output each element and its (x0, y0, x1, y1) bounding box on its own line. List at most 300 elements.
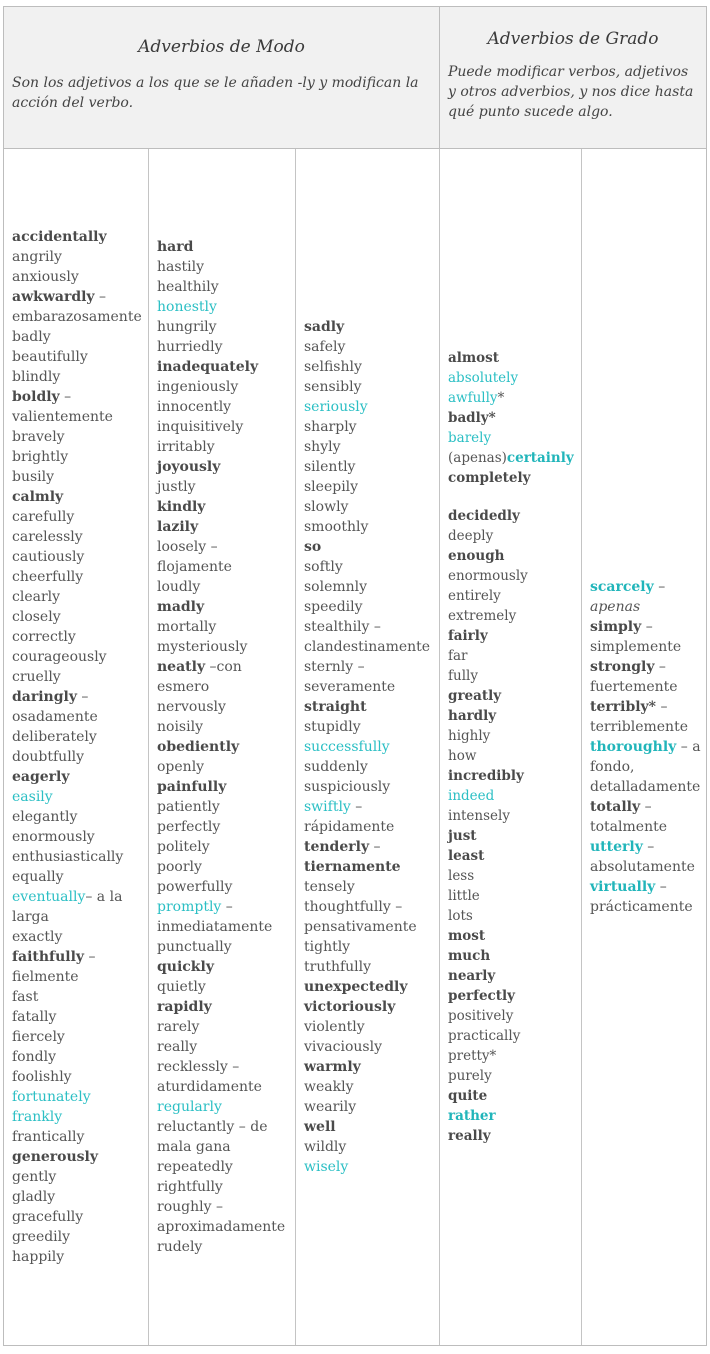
adverb-entry (12, 527, 148, 547)
adverb-link[interactable]: successfully (304, 739, 390, 755)
adverb-entry (12, 1227, 148, 1247)
adverb-word: closely (12, 609, 61, 625)
adverb-entry (448, 1006, 581, 1026)
adverb-entry (157, 917, 295, 937)
adverb-entry (304, 1097, 439, 1117)
adverb-word: joyously (157, 459, 221, 475)
adverb-link[interactable]: thoroughly (590, 739, 677, 755)
adverb-entry (304, 837, 439, 857)
adverb-word: greedily (12, 1229, 71, 1245)
adverb-link[interactable]: regularly (157, 1099, 222, 1115)
adverb-entry (12, 247, 148, 267)
adverb-word: violently (304, 1019, 365, 1035)
adverb-entry (12, 1067, 148, 1087)
adverb-entry (12, 627, 148, 647)
adverb-entry (12, 1247, 148, 1267)
adverb-word: greatly (448, 688, 502, 704)
adverb-link[interactable]: rather (448, 1108, 496, 1124)
adverb-entry (304, 597, 439, 617)
adverb-entry (157, 477, 295, 497)
adverb-entry (12, 307, 148, 327)
adverb-word: fiercely (12, 1029, 65, 1045)
adverb-entry (12, 967, 148, 987)
adverb-entry (590, 717, 706, 737)
adverb-entry (448, 388, 581, 408)
adverb-entry (157, 357, 295, 377)
adverb-entry (157, 297, 295, 317)
adverb-entry (304, 557, 439, 577)
adverb-link[interactable]: virtually (590, 879, 656, 895)
adverb-link[interactable]: eventually (12, 889, 86, 905)
adverb-link[interactable]: indeed (448, 788, 495, 804)
adverb-word: unexpectedly (304, 979, 408, 995)
adverb-entry (448, 846, 581, 866)
adverb-entry (157, 1037, 295, 1057)
adverb-word: purely (448, 1068, 492, 1084)
adverb-word: recklessly (157, 1059, 228, 1075)
adverb-entry (12, 507, 148, 527)
adverb-entry (157, 817, 295, 837)
adverb-word: totalmente (590, 819, 667, 835)
adverb-entry (304, 377, 439, 397)
adverb-word: much (448, 948, 491, 964)
adverb-entry (590, 857, 706, 877)
adverb-word: flojamente (157, 559, 232, 575)
adverb-word: politely (157, 839, 210, 855)
adverb-word: sternly (304, 659, 354, 675)
adverb-entry (304, 617, 439, 637)
adverb-entry (157, 317, 295, 337)
adverb-word: eagerly (12, 769, 70, 785)
adverb-word: simply (590, 619, 642, 635)
adverb-entry (12, 1047, 148, 1067)
adverb-entry (157, 1097, 295, 1117)
adverb-link[interactable]: seriously (304, 399, 368, 415)
adverb-entry (304, 657, 439, 677)
adverb-entry (304, 317, 439, 337)
adverb-word: well (304, 1119, 336, 1135)
adverb-entry (12, 387, 148, 407)
adverb-entry (590, 657, 706, 677)
adverb-word: elegantly (12, 809, 78, 825)
adverb-entry (157, 637, 295, 657)
adverb-entry (448, 986, 581, 1006)
adverb-entry (12, 267, 148, 287)
adverb-entry (304, 677, 439, 697)
adverb-entry (448, 526, 581, 546)
adverb-entry (304, 1077, 439, 1097)
adverb-entry (12, 567, 148, 587)
adverb-entry (157, 397, 295, 417)
adverb-word: hardly (448, 708, 497, 724)
adverb-word: deliberately (12, 729, 97, 745)
adverb-entry (590, 837, 706, 857)
adverb-word: rarely (157, 1019, 200, 1035)
adverb-entry (590, 737, 706, 757)
adverb-word: wearily (304, 1099, 357, 1115)
adverb-entry (448, 826, 581, 846)
adverb-entry (304, 717, 439, 737)
adverb-entry (157, 1197, 295, 1217)
adverb-entry (157, 497, 295, 517)
adverb-entry (448, 1046, 581, 1066)
adverb-entry (157, 1217, 295, 1237)
adverb-entry (304, 1057, 439, 1077)
adverb-entry (12, 987, 148, 1007)
adverb-word: hungrily (157, 319, 217, 335)
adverb-translation: – (655, 879, 667, 895)
adverb-entry (304, 797, 439, 817)
adverb-entry (304, 577, 439, 597)
adverb-entry (448, 348, 581, 368)
adverb-link[interactable]: awfully (448, 390, 498, 406)
adverb-entry (304, 1157, 439, 1177)
adverb-word: irritably (157, 439, 215, 455)
adverb-link[interactable]: frankly (12, 1109, 63, 1125)
adverb-entry (12, 607, 148, 627)
adverb-entry (304, 337, 439, 357)
adverb-entry (590, 877, 706, 897)
adverb-entry (12, 287, 148, 307)
adverb-entry (157, 337, 295, 357)
adverb-word: correctly (12, 629, 76, 645)
adverb-entry (304, 397, 439, 417)
adverb-word: reluctantly (157, 1119, 235, 1135)
adverb-entry (304, 937, 439, 957)
adverb-word: really (448, 1128, 491, 1144)
adverb-word: tenderly (304, 839, 370, 855)
adverb-word: absolutamente (590, 859, 695, 875)
adverb-entry (12, 867, 148, 887)
adverb-word: extremely (448, 608, 517, 624)
adverb-entry (12, 887, 148, 907)
adverb-link[interactable]: easily (12, 789, 53, 805)
adverb-link[interactable]: scarcely (590, 579, 654, 595)
adverb-word: fairly (448, 628, 488, 644)
adverb-entry (590, 637, 706, 657)
adverb-entry (590, 697, 706, 717)
adverb-link[interactable]: wisely (304, 1159, 349, 1175)
adverb-translation: – (84, 949, 96, 965)
adverb-word: solemnly (304, 579, 368, 595)
grado-column-1 (440, 149, 582, 1345)
adverb-entry (304, 1017, 439, 1037)
adverb-word: smoothly (304, 519, 369, 535)
adverb-entry (12, 1167, 148, 1187)
adverb-translation: – (390, 899, 403, 915)
adverb-translation: – (211, 1199, 223, 1215)
adverb-entry (448, 586, 581, 606)
adverb-entry (157, 1117, 295, 1137)
adverb-word: aturdidamente (157, 1079, 262, 1095)
adverb-entry (304, 357, 439, 377)
adverb-entry (12, 1107, 148, 1127)
adverb-entry (12, 1187, 148, 1207)
adverb-word: softly (304, 559, 343, 575)
adverb-entry (157, 437, 295, 457)
adverb-link[interactable]: swiftly (304, 799, 351, 815)
adverb-entry (157, 257, 295, 277)
adverb-word: badly* (448, 410, 496, 426)
adverb-word: most (448, 928, 486, 944)
adverb-word: suspiciously (304, 779, 391, 795)
adverb-word: shyly (304, 439, 341, 455)
adverb-entry (12, 1207, 148, 1227)
adverb-word: mortally (157, 619, 217, 635)
adverb-entry (304, 697, 439, 717)
adverb-entry (157, 737, 295, 757)
adverb-entry (448, 926, 581, 946)
adverb-word: fielmente (12, 969, 79, 985)
adverb-word: cruelly (12, 669, 61, 685)
adverb-word: decidedly (448, 508, 520, 524)
adverb-entry (448, 726, 581, 746)
adverb-translation: – (59, 389, 72, 405)
adverb-word: slowly (304, 499, 349, 515)
adverb-entry (304, 537, 439, 557)
adverb-word: bravely (12, 429, 65, 445)
adverb-word: generously (12, 1149, 99, 1165)
adverb-word: lazily (157, 519, 199, 535)
adverb-word: little (448, 888, 480, 904)
adverb-word: cheerfully (12, 569, 84, 585)
adverb-link[interactable]: promptly (157, 899, 222, 915)
adverb-word: weakly (304, 1079, 354, 1095)
adverb-word: courageously (12, 649, 107, 665)
adverb-entry (448, 1086, 581, 1106)
adverb-word: sleepily (304, 479, 359, 495)
adverb-entry (157, 277, 295, 297)
adverb-word: fondly (12, 1049, 56, 1065)
adverb-word: sadly (304, 319, 345, 335)
adverb-word: hard (157, 239, 194, 255)
adverb-entry (157, 717, 295, 737)
adverb-word: angrily (12, 249, 62, 265)
adverb-link[interactable]: utterly (590, 839, 643, 855)
adverb-entry (157, 897, 295, 917)
adverb-entry (12, 767, 148, 787)
adverb-entry (157, 1177, 295, 1197)
adverb-entry (448, 1026, 581, 1046)
adverb-word: accidentally (12, 229, 107, 245)
adverb-entry (157, 1157, 295, 1177)
modo-column-3 (296, 149, 440, 1345)
adverb-word: completely (448, 470, 531, 486)
adverb-word: suddenly (304, 759, 368, 775)
adverb-word: ingeniously (157, 379, 239, 395)
adverb-word: perfectly (448, 988, 515, 1004)
adverb-entry (157, 1137, 295, 1157)
adverb-word: obediently (157, 739, 240, 755)
adverb-word: enormously (448, 568, 528, 584)
adverb-word: quite (448, 1088, 488, 1104)
adverb-word: cautiously (12, 549, 85, 565)
adverb-word: valientemente (12, 409, 113, 425)
adverb-word: foolishly (12, 1069, 72, 1085)
adverb-word: tightly (304, 939, 351, 955)
adverb-entry (448, 686, 581, 706)
adverb-entry (157, 997, 295, 1017)
adverb-entry (448, 606, 581, 626)
adverb-translation: – (656, 699, 668, 715)
adverb-entry (12, 487, 148, 507)
adverb-word: carelessly (12, 529, 83, 545)
adverb-entry (157, 517, 295, 537)
adverb-entry (448, 1126, 581, 1146)
adverb-word: openly (157, 759, 205, 775)
adverb-word: far (448, 648, 468, 664)
adverb-word: fully (448, 668, 478, 684)
adverb-entry (590, 617, 706, 637)
adverb-entry (304, 777, 439, 797)
adverb-word: mysteriously (157, 639, 248, 655)
adverb-word: rápidamente (304, 819, 395, 835)
adverb-entry (304, 1137, 439, 1157)
adverb-link[interactable]: certainly (506, 450, 574, 466)
adverb-word: osadamente (12, 709, 98, 725)
adverb-link[interactable]: fortunately (12, 1089, 91, 1105)
adverb-word: terribly* (590, 699, 657, 715)
grado-column-2 (582, 149, 706, 1345)
adverb-entry (590, 777, 706, 797)
adverb-entry (448, 468, 581, 488)
adverb-entry (448, 886, 581, 906)
adverb-entry (304, 517, 439, 537)
adverb-link[interactable]: honestly (157, 299, 217, 315)
adverb-entry (157, 1017, 295, 1037)
adverb-entry (157, 577, 295, 597)
adverb-word: inquisitively (157, 419, 244, 435)
adverb-entry (590, 817, 706, 837)
adverb-word: repeatedly (157, 1159, 233, 1175)
adverb-word: incredibly (448, 768, 524, 784)
adverb-word: kindly (157, 499, 206, 515)
adverb-entry (12, 587, 148, 607)
adverb-translation: – (369, 619, 381, 635)
adverb-word: loudly (157, 579, 201, 595)
adverb-word: (apenas) (448, 450, 507, 466)
adverb-entry (448, 806, 581, 826)
adverb-link[interactable]: barely (448, 430, 492, 446)
adverb-entry (12, 847, 148, 867)
adverb-word: calmly (12, 489, 64, 505)
adverb-entry (12, 1147, 148, 1167)
modo-column-1 (4, 149, 149, 1345)
adverb-entry (157, 1057, 295, 1077)
adverb-word: painfully (157, 779, 227, 795)
adverb-entry (590, 757, 706, 777)
adverb-word: happily (12, 1249, 65, 1265)
adverb-word: rightfully (157, 1179, 223, 1195)
adverb-word: fuertemente (590, 679, 678, 695)
adverb-word: rapidly (157, 999, 212, 1015)
adverb-word: warmly (304, 1059, 361, 1075)
adverb-word: pensativamente (304, 919, 417, 935)
adverb-word: roughly (157, 1199, 212, 1215)
adverb-word: sharply (304, 419, 357, 435)
adverb-table (3, 6, 707, 1346)
adverb-entry (157, 537, 295, 557)
adverb-word: enough (448, 548, 505, 564)
adverb-entry (590, 597, 706, 617)
adverb-entry (157, 657, 295, 677)
adverb-word: fatally (12, 1009, 57, 1025)
adverb-translation: – (350, 799, 363, 815)
adverb-entry (304, 457, 439, 477)
adverb-entry (448, 566, 581, 586)
adverb-word: doubtfully (12, 749, 85, 765)
adverb-word: less (448, 868, 475, 884)
adverb-word: exactly (12, 929, 63, 945)
adverb-entry (448, 448, 581, 468)
adverb-entry (157, 837, 295, 857)
adverb-entry (12, 1007, 148, 1027)
adverb-entry (590, 577, 706, 597)
adverb-entry (157, 797, 295, 817)
adverb-word: awkwardly (12, 289, 95, 305)
adverb-entry (12, 707, 148, 727)
adverb-word: lots (448, 908, 473, 924)
adverb-word: wildly (304, 1139, 347, 1155)
adverb-word: quickly (157, 959, 214, 975)
adverb-entry (12, 787, 148, 807)
adverb-word: blindly (12, 369, 61, 385)
adverb-word: boldly (12, 389, 60, 405)
adverb-entry (12, 1087, 148, 1107)
adverb-word: strongly (590, 659, 655, 675)
adverb-translation: – (94, 289, 107, 305)
adverb-entry (304, 417, 439, 437)
adverb-translation: – a la (85, 889, 123, 905)
adverb-entry (157, 1237, 295, 1257)
adverb-word: stupidly (304, 719, 361, 735)
adverb-entry (12, 407, 148, 427)
adverb-entry (12, 727, 148, 747)
adverb-entry (157, 597, 295, 617)
adverb-entry (448, 408, 581, 428)
adverb-word: how (448, 748, 477, 764)
adverb-entry (157, 857, 295, 877)
adverb-translation: –con (205, 659, 242, 675)
header-grado-title: Adverbios de Grado (487, 29, 659, 49)
adverb-word: busily (12, 469, 55, 485)
adverb-word: least (448, 848, 485, 864)
adverb-word: nearly (448, 968, 496, 984)
adverb-word: gladly (12, 1189, 56, 1205)
spacer (448, 488, 581, 506)
adverb-link[interactable]: absolutely (448, 370, 519, 386)
adverb-word: simplemente (590, 639, 682, 655)
adverb-word: justly (157, 479, 196, 495)
adverb-entry (448, 428, 581, 448)
header-grado (440, 7, 706, 149)
adverb-entry (157, 877, 295, 897)
adverb-entry (448, 706, 581, 726)
adverb-translation: – de (234, 1119, 268, 1135)
adverb-entry (448, 966, 581, 986)
adverb-entry (12, 687, 148, 707)
adverb-entry (12, 1027, 148, 1047)
adverb-translation: – (227, 1059, 240, 1075)
adverb-word: hurriedly (157, 339, 223, 355)
adverb-translation: – (76, 689, 89, 705)
adverb-word: speedily (304, 599, 363, 615)
adverb-entry (448, 946, 581, 966)
adverb-entry (590, 797, 706, 817)
adverb-entry (157, 677, 295, 697)
adverb-word: mala gana (157, 1139, 231, 1155)
adverb-entry (448, 766, 581, 786)
